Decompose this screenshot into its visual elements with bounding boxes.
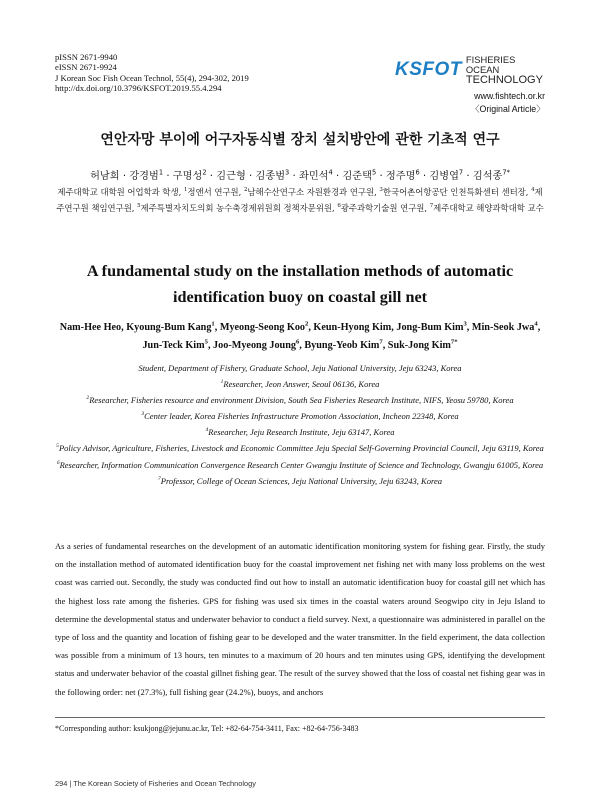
affiliation-line bbox=[55, 360, 545, 376]
korean-authors: 허남희 · 강경범$^1$ · 구명성$^2$ · 김근형 · 김종범$^3$ · 좌민석$^4$ · 김준택$^5$ · 정주명$^6$ · 김병엽$^7$ · 김석종$^{7*}$ bbox=[90, 168, 510, 182]
pissn: pISSN 2671-9940 bbox=[55, 52, 118, 62]
affiliation-line bbox=[55, 376, 545, 392]
affiliation-line bbox=[55, 440, 545, 456]
author-name: Keun-Hyong Kim bbox=[313, 322, 392, 333]
affiliation-text: 광주과학기술원 연구원, bbox=[340, 203, 430, 213]
affiliation-mark: 5 bbox=[56, 443, 59, 450]
affiliation-mark: 1 bbox=[183, 187, 188, 194]
author-affiliation-mark: 6 bbox=[415, 168, 420, 177]
author-affiliation-mark: 3 bbox=[463, 320, 467, 328]
author-name: Suk-Jong Kim bbox=[387, 340, 451, 351]
english-title: A fundamental study on the installation methods of automatic identification buoy on coastal gill net bbox=[86, 262, 514, 306]
author-affiliation-mark: 3 bbox=[285, 168, 290, 177]
author-affiliation-mark: 5 bbox=[204, 338, 208, 346]
author-name: 김종범 bbox=[255, 171, 286, 182]
author-name: 강경범 bbox=[129, 171, 159, 182]
affiliation-text: Student, Department of Fishery, Graduate School, Jeju National University, Jeju 63243, Korea bbox=[138, 363, 462, 373]
affiliation-text: 제주특별자치도의회 농수축경제위원회 정책자문위원, bbox=[140, 203, 338, 213]
eissn: eISSN 2671-9924 bbox=[55, 62, 117, 73]
author-name: Nam-Hee Heo bbox=[59, 322, 122, 333]
author-name: Jong-Bum Kim bbox=[396, 322, 464, 333]
affiliation-line bbox=[55, 424, 545, 440]
doi-link[interactable]: http://dx.doi.org/10.3796/KSFOT.2019.55.4.294 bbox=[55, 83, 222, 94]
author-affiliation-mark: 7 bbox=[379, 338, 383, 346]
author-name: Myeong-Seong Koo bbox=[219, 322, 306, 333]
author-name: Kyoung-Bum Kang bbox=[126, 322, 212, 333]
affiliation-text: Center leader, Korea Fisheries Infrastructure Promotion Association, Incheon 22348, Korea bbox=[144, 411, 459, 422]
affiliation-mark: 3 bbox=[141, 411, 145, 418]
affiliation-mark: 2 bbox=[86, 395, 90, 402]
author-affiliation-mark: 5 bbox=[371, 168, 377, 177]
logo-line2: TECHNOLOGY bbox=[465, 74, 543, 86]
author-name: 좌민석 bbox=[298, 171, 329, 182]
logo-line1: FISHERIES OCEAN bbox=[465, 54, 516, 75]
footnote-divider bbox=[55, 717, 545, 718]
author-affiliation-mark: 7 bbox=[458, 168, 464, 177]
affiliation-mark: 4 bbox=[205, 427, 209, 434]
journal-meta bbox=[55, 52, 249, 94]
author-affiliation-mark: 1 bbox=[158, 168, 164, 177]
author-name: Jun-Teck Kim bbox=[142, 340, 205, 351]
affiliation-mark: 7 bbox=[429, 203, 434, 210]
affiliation-text: Researcher, Jeju Research Institute, Jeju 63147, Korea bbox=[208, 427, 395, 438]
affiliation-mark: 4 bbox=[531, 187, 535, 194]
author-name: 김병엽 bbox=[429, 171, 459, 182]
author-name: 구명성 bbox=[172, 171, 203, 182]
affiliation-mark: 3 bbox=[379, 187, 383, 194]
affiliation-text: 한국어촌어항공단 인천특화센터 센터장, bbox=[382, 187, 532, 197]
affiliation-mark: 7 bbox=[157, 475, 161, 482]
author-affiliation-mark: 6 bbox=[295, 338, 300, 346]
logo-mark: KSFOT bbox=[395, 59, 462, 80]
author-name: Byung-Yeob Kim bbox=[304, 340, 380, 351]
affiliation-line bbox=[55, 408, 545, 424]
author-affiliation-mark: 2 bbox=[305, 320, 309, 328]
journal-logo bbox=[395, 55, 545, 115]
affiliation-text: 제주대학교 해양과학대학 교수 bbox=[433, 203, 544, 213]
author-affiliation-mark: 1 bbox=[211, 320, 215, 328]
affiliation-mark: 5 bbox=[137, 203, 141, 210]
affiliation-text: Professor, College of Ocean Sciences, Jeju National University, Jeju 63243, Korea bbox=[160, 475, 442, 486]
affiliation-text: Researcher, Jeon Answer, Seoul 06136, Korea bbox=[223, 379, 380, 390]
author-name: 김석종 bbox=[472, 171, 503, 182]
affiliation-line bbox=[55, 457, 545, 473]
abstract: As a series of fundamental researches on the development of an automatic identification monitoring system for fishing gear. Firstly, the study on the installation method of automated identification buoy for the coastal improvement net fishing net with many loss problems on the west coast was carried out. Secondly, the study was conducted find out how to install an automatic identification buoy for coastal gill net which has the highest loss rate among the fisheries. GPS for fishing was used six times in the coastal waters around Seogwipo city in Jeju Island to determine the developmental status and underwater behavior to conduct a field survey. Next, a questionnaire was administered in parallel on the type of loss and the quantity and location of fishing gear to be developed and the water transmitter. In the field experiment, the data collection was possible from a minimum of 13 hours, ten minutes to a maximum of 20 hours and ten minutes using GPS, identifying the development status and underwater behavior of the coastal gillnet fishing gear. The result of the survey showed that the loss of coastal net fishing gear was in the following order: net (27.3%), full fishing gear (24.2%), buoys, and anchors bbox=[55, 541, 545, 697]
author-affiliation-mark: 4 bbox=[534, 320, 538, 328]
affiliation-mark: 6 bbox=[337, 203, 341, 210]
affiliation-text: Policy Advisor, Agriculture, Fisheries, Livestock and Economic Committee Jeju Special Self-Governing Provincial Council, Jeju 63119, Korea bbox=[58, 443, 544, 454]
affiliation-line bbox=[55, 392, 545, 408]
author-affiliation-mark: 2 bbox=[202, 168, 207, 177]
affiliation-mark: 6 bbox=[56, 459, 60, 466]
author-name: 정주명 bbox=[385, 171, 416, 182]
citation: J Korean Soc Fish Ocean Technol, 55(4), 294-302, 2019 bbox=[55, 72, 249, 83]
author-name: Joo-Myeong Joung bbox=[213, 340, 296, 351]
journal-url[interactable]: www.fishtech.or.kr bbox=[474, 91, 545, 101]
affiliation-mark: 2 bbox=[243, 187, 248, 194]
affiliation-text: 제주연구원 책임연구원, bbox=[56, 187, 543, 213]
korean-title: 연안자망 부이에 어구자동식별 장치 설치방안에 관한 기초적 연구 bbox=[100, 132, 500, 148]
author-affiliation-mark: 4 bbox=[328, 168, 333, 177]
author-name: 김근형 bbox=[216, 171, 246, 182]
author-affiliation-mark: 7* bbox=[450, 338, 458, 346]
affiliation-text: 정앤서 연구원, bbox=[187, 187, 244, 197]
affiliation-text: 남해수산연구소 자원환경과 연구원, bbox=[247, 187, 380, 197]
author-name: Min-Seok Jwa bbox=[471, 322, 535, 333]
affiliation-line bbox=[55, 473, 545, 489]
english-affiliations bbox=[55, 360, 545, 489]
affiliation-mark: 1 bbox=[220, 379, 224, 386]
english-authors: Nam-Hee Heo, Kyoung-Bum Kang$^1$, Myeong-Seong Koo$^2$, Keun-Hyong Kim, Jong-Bum Kim$^3$, Min-Seok Jwa$^4$, Jun-Teck Kim$^5$, Joo-Myeong Joung$^6$, Byung-Yeob Kim$^7$, Suk-Jong Kim$^{7*}$ bbox=[59, 320, 541, 351]
author-name: 허남희 bbox=[90, 171, 120, 182]
article-type: 〈Original Article〉 bbox=[470, 104, 545, 114]
korean-affiliations bbox=[55, 184, 545, 216]
affiliation-text: Researcher, Fisheries resource and environment Division, South Sea Fisheries Research Institute, NIFS, Yeosu 59780, Korea bbox=[89, 395, 514, 406]
author-affiliation-mark: 7* bbox=[502, 168, 510, 177]
corresponding-author-footnote: *Corresponding author: ksukjong@jejunu.ac.kr, Tel: +82-64-754-3411, Fax: +82-64-756-3483 bbox=[55, 724, 359, 733]
page-footer: 294 | The Korean Society of Fisheries and Ocean Technology bbox=[55, 779, 256, 788]
affiliation-text: Researcher, Information Communication Convergence Research Center Gwangju Institute of Science and Technology, Gwangju 61005, Korea bbox=[59, 459, 544, 470]
author-name: 김준택 bbox=[342, 171, 372, 182]
affiliation-text: 제주대학교 대학원 어업학과 학생, bbox=[57, 187, 184, 197]
